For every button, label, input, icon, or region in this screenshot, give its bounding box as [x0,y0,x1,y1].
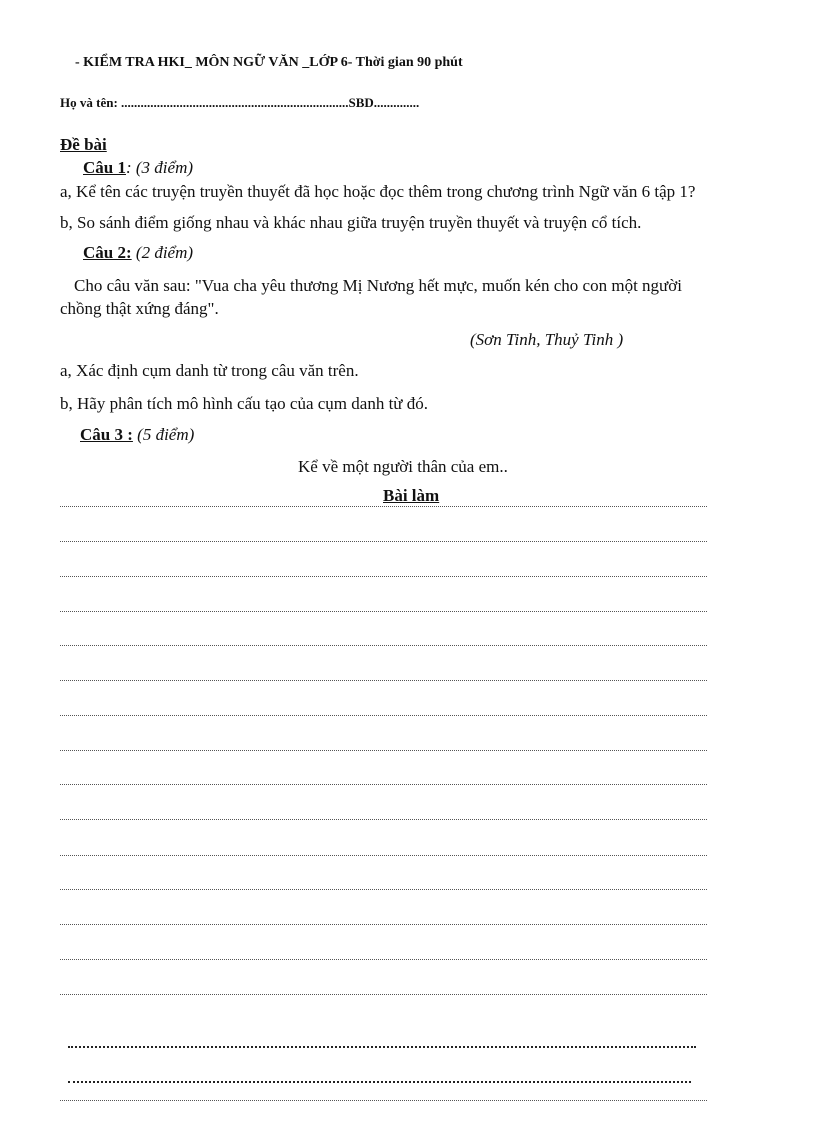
answer-line [60,959,707,960]
answer-line [60,855,707,856]
answer-line [60,924,707,925]
answer-line [60,784,707,785]
bai-lam-heading: Bài làm [383,486,440,505]
answer-line [68,1046,696,1048]
question-1-points: : (3 điểm) [125,158,194,177]
de-bai-heading: Đề bài [60,135,107,154]
question-1-header [83,158,193,178]
answer-line [60,889,707,890]
question-2-intro-line1: Cho câu văn sau: "Vua cha yêu thương Mị Nương hết mực, muốn kén cho con một người [74,276,682,295]
question-1-part-a: a, Kể tên các truyện truyền thuyết đã học hoặc đọc thêm trong chương trình Ngữ văn 6 tập 1? [60,182,696,201]
answer-line [60,680,707,681]
question-2-intro-line2: chồng thật xứng đáng". [60,299,219,318]
question-2-part-b: b, Hãy phân tích mô hình cấu tạo của cụm danh từ đó. [60,394,429,413]
question-3-label: Câu 3 : [80,425,133,444]
question-2-source: (Sơn Tinh, Thuỷ Tinh ) [470,330,624,349]
answer-line [60,1100,707,1101]
answer-line [60,506,707,507]
question-1-part-b: b, So sánh điểm giống nhau và khác nhau giữa truyện truyền thuyết và truyện cổ tích. [60,213,642,232]
question-2-part-a: a, Xác định cụm danh từ trong câu văn trên. [60,361,359,380]
name-sbd-line: Họ và tên: ......................................................................SBD.............. [60,95,420,110]
question-2-points: (2 điểm) [131,243,194,262]
answer-line [60,994,707,995]
answer-line [60,819,707,820]
question-1-label: Câu 1 [83,158,126,177]
answer-line [60,541,707,542]
answer-line [60,750,707,751]
answer-line [60,715,707,716]
answer-line [60,576,707,577]
answer-line [68,1081,691,1083]
exam-title: - KIỂM TRA HKI_ MÔN NGỮ VĂN _LỚP 6- Thời gian 90 phút [75,55,463,70]
question-2-header [83,243,193,263]
question-3-prompt: Kể về một người thân của em.. [298,457,508,476]
answer-line [60,611,707,612]
question-3-header [80,425,194,445]
question-3-points: (5 điểm) [132,425,195,444]
question-2-label: Câu 2: [83,243,132,262]
answer-line [60,645,707,646]
